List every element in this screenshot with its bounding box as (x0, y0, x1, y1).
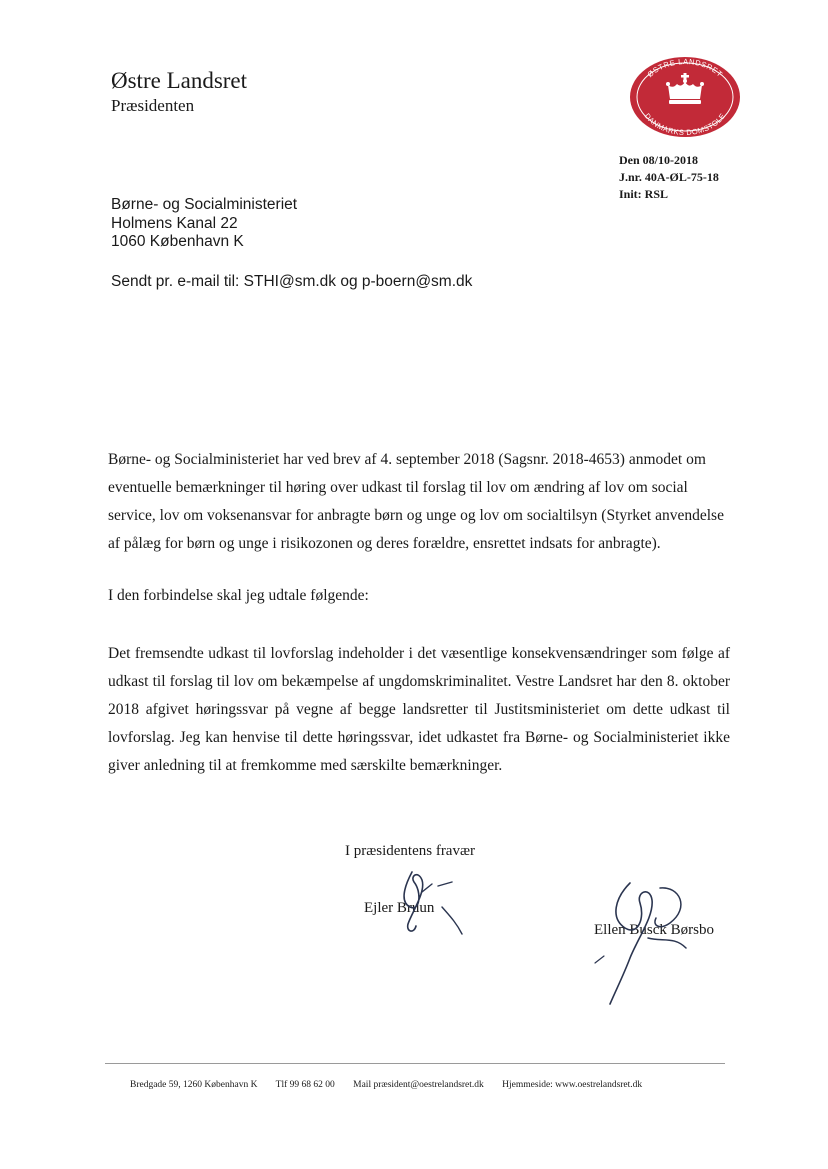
recipient-street: Holmens Kanal 22 (111, 214, 238, 232)
signer-1-name: Ejler Bruun (364, 900, 435, 916)
footer (130, 1080, 658, 1090)
absence-note: I præsidentens fravær (345, 843, 475, 859)
seal-bottom-text: DANMARKS DOMSTOLE (642, 111, 728, 138)
seal-top-text: ØSTRE LANDSRET (645, 56, 725, 79)
footer-address: Bredgade 59, 1260 København K (130, 1080, 258, 1090)
body-paragraph-1: Børne- og Socialministeriet har ved brev af 4. september 2018 (Sagsnr. 2018-4653) anmodet om eventuelle bemærkninger til høring over udkast til forslag til lov om ændring af lov om social service, lov om voksenansvar for anbragte børn og unge og lov om socialtilsyn (Styrket anvendelse af pålæg for børn og unge i risikozonen og deres forældre, ensrettet indsats for anbragte). (108, 451, 724, 552)
office-title: Præsidenten (111, 96, 195, 115)
sent-by-email-line: Sendt pr. e-mail til: STHI@sm.dk og p-boern@sm.dk (111, 273, 473, 290)
footer-website: Hjemmeside: www.oestrelandsret.dk (502, 1080, 643, 1090)
signature-2-scribble (590, 878, 700, 1008)
body-paragraph-2: I den forbindelse skal jeg udtale følgende: (108, 587, 369, 604)
letter-date: Den 08/10-2018 (619, 153, 698, 167)
reference-block (619, 152, 719, 203)
signer-2-name: Ellen Busck Børsbo (594, 922, 714, 938)
initials: Init: RSL (619, 187, 669, 201)
journal-number: J.nr. 40A-ØL-75-18 (619, 170, 719, 184)
recipient-name: Børne- og Socialministeriet (111, 196, 298, 213)
court-seal-logo (628, 55, 742, 139)
footer-phone: Tlf 99 68 62 00 (275, 1080, 335, 1090)
footer-divider (105, 1063, 725, 1064)
footer-mail: Mail præsident@oestrelandsret.dk (353, 1080, 484, 1090)
court-name: Østre Landsret (111, 68, 248, 93)
recipient-city: 1060 København K (111, 233, 244, 250)
recipient-address (111, 196, 297, 252)
body-paragraph-3: Det fremsendte udkast til lovforslag indeholder i det væsentlige konsekvensændringer som følge af udkast til forslag til lov om bekæmpelse af ungdomskriminalitet. Vestre Landsret har den 8. oktober 2018 afgivet høringssvar på vegne af begge landsretter til Justitsministeriet om dette udkast til lovforslag. Jeg kan henvise til dette høringssvar, idet udkastet fra Børne- og Socialministeriet ikke giver anledning til at fremkomme med særskilte bemærkninger. (108, 645, 730, 774)
